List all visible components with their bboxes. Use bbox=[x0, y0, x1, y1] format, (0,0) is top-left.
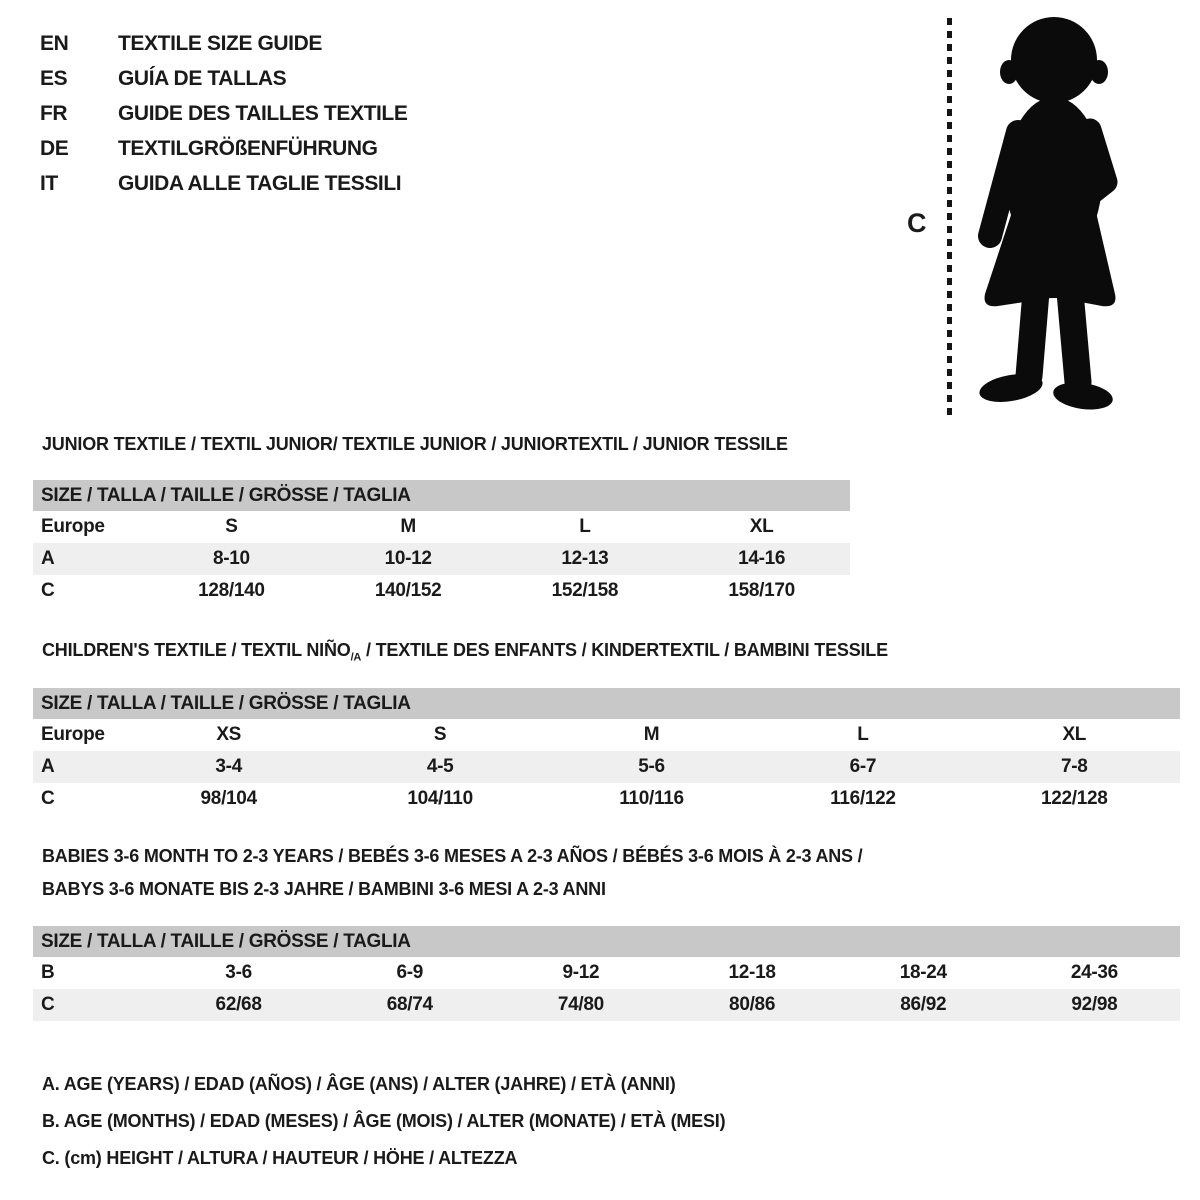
cell: 12-13 bbox=[561, 548, 609, 569]
junior-size-table bbox=[33, 480, 850, 607]
language-row-de bbox=[40, 131, 407, 166]
cell: 6-7 bbox=[849, 756, 877, 777]
footnote-c: C. (cm) HEIGHT / ALTURA / HAUTEUR / HÖHE / ALTEZZA bbox=[42, 1148, 518, 1168]
babies-size-table bbox=[33, 926, 1180, 1021]
junior-row-c bbox=[33, 575, 850, 607]
cell: 122/128 bbox=[1040, 788, 1108, 809]
cell: 80/86 bbox=[729, 994, 776, 1015]
row-label: C bbox=[41, 994, 55, 1015]
column-header: Europe bbox=[41, 516, 105, 537]
children-size-table bbox=[33, 688, 1180, 815]
column-header: XL bbox=[1062, 724, 1087, 745]
cell: 18-24 bbox=[899, 962, 947, 983]
children-section-heading bbox=[42, 640, 888, 664]
babies-section-heading-line1: BABIES 3-6 MONTH TO 2-3 YEARS / BEBÉS 3-6 MESES A 2-3 AÑOS / BÉBÉS 3-6 MOIS À 2-3 ANS / bbox=[42, 846, 863, 866]
babies-row-c bbox=[33, 989, 1180, 1021]
children-row-c bbox=[33, 783, 1180, 815]
column-header: L bbox=[857, 724, 869, 745]
language-code: DE bbox=[40, 136, 69, 160]
cell: 158/170 bbox=[728, 580, 795, 601]
babies-row-b bbox=[33, 957, 1180, 989]
language-title: GUIDA ALLE TAGLIE TESSILI bbox=[118, 171, 402, 195]
babies-section-heading-line2: BABYS 3-6 MONATE BIS 2-3 JAHRE / BAMBINI 3-6 MESI A 2-3 ANNI bbox=[42, 879, 606, 899]
cell: 9-12 bbox=[562, 962, 600, 983]
row-label: B bbox=[41, 962, 55, 983]
column-header: Europe bbox=[41, 724, 105, 745]
cell: 6-9 bbox=[396, 962, 424, 983]
language-row-es bbox=[40, 61, 407, 96]
cell: 5-6 bbox=[638, 756, 665, 777]
cell: 104/110 bbox=[407, 788, 473, 809]
children-heading-text: CHILDREN'S TEXTILE / TEXTIL NIÑO bbox=[42, 640, 351, 660]
row-label: C bbox=[41, 580, 55, 601]
column-header: M bbox=[400, 516, 416, 537]
row-label: A bbox=[41, 548, 55, 569]
cell: 68/74 bbox=[386, 994, 433, 1015]
column-header: M bbox=[643, 724, 660, 745]
column-header: S bbox=[225, 516, 238, 537]
language-title: GUIDE DES TAILLES TEXTILE bbox=[118, 101, 408, 125]
children-heading-text: / TEXTILE DES ENFANTS / KINDERTEXTIL / BAMBINI TESSILE bbox=[361, 640, 888, 660]
junior-section-heading: JUNIOR TEXTILE / TEXTIL JUNIOR/ TEXTILE JUNIOR / JUNIORTEXTIL / JUNIOR TESSILE bbox=[42, 434, 788, 454]
row-label: C bbox=[41, 788, 55, 809]
height-dashed-line bbox=[947, 18, 952, 415]
size-table-header: SIZE / TALLA / TAILLE / GRÖSSE / TAGLIA bbox=[33, 480, 850, 511]
cell: 24-36 bbox=[1070, 962, 1118, 983]
column-header: XL bbox=[749, 516, 774, 537]
language-row-en bbox=[40, 26, 407, 61]
cell: 140/152 bbox=[374, 580, 442, 601]
column-header: S bbox=[433, 724, 447, 745]
footnote-a: A. AGE (YEARS) / EDAD (AÑOS) / ÂGE (ANS) / ALTER (JAHRE) / ETÀ (ANNI) bbox=[42, 1074, 676, 1094]
cell: 3-6 bbox=[225, 962, 252, 983]
cell: 86/92 bbox=[900, 994, 947, 1015]
language-row-it bbox=[40, 166, 407, 201]
footnote-legend bbox=[42, 1066, 725, 1177]
children-row-a bbox=[33, 751, 1180, 783]
column-header: L bbox=[579, 516, 591, 537]
cell: 12-18 bbox=[728, 962, 776, 983]
language-row-fr bbox=[40, 96, 407, 131]
column-header: XS bbox=[216, 724, 242, 745]
cell: 92/98 bbox=[1071, 994, 1118, 1015]
language-title: GUÍA DE TALLAS bbox=[118, 66, 287, 90]
cell: 116/122 bbox=[830, 788, 896, 809]
language-code: EN bbox=[40, 31, 69, 55]
cell: 128/140 bbox=[198, 580, 265, 601]
language-code: FR bbox=[40, 101, 68, 125]
junior-row-a bbox=[33, 543, 850, 575]
footnote-b: B. AGE (MONTHS) / EDAD (MESES) / ÂGE (MOIS) / ALTER (MONATE) / ETÀ (MESI) bbox=[42, 1111, 726, 1131]
children-column-header-row bbox=[33, 719, 1180, 751]
cell: 10-12 bbox=[384, 548, 432, 569]
toddler-silhouette-icon bbox=[966, 14, 1134, 414]
cell: 14-16 bbox=[738, 548, 786, 569]
cell: 3-4 bbox=[215, 756, 242, 777]
cell: 74/80 bbox=[557, 994, 604, 1015]
cell: 98/104 bbox=[200, 788, 257, 809]
cell: 62/68 bbox=[215, 994, 262, 1015]
language-code: ES bbox=[40, 66, 68, 90]
cell: 110/116 bbox=[619, 788, 684, 809]
cell: 7-8 bbox=[1061, 756, 1088, 777]
language-title: TEXTILGRÖßENFÜHRUNG bbox=[118, 136, 378, 160]
size-table-header: SIZE / TALLA / TAILLE / GRÖSSE / TAGLIA bbox=[33, 926, 1180, 957]
cell: 152/158 bbox=[551, 580, 619, 601]
cell: 4-5 bbox=[426, 756, 454, 777]
language-list bbox=[40, 26, 407, 201]
cell: 8-10 bbox=[212, 548, 250, 569]
children-heading-sub: /A bbox=[350, 651, 362, 664]
height-measure-label: C bbox=[907, 208, 927, 238]
row-label: A bbox=[41, 756, 55, 777]
size-table-header: SIZE / TALLA / TAILLE / GRÖSSE / TAGLIA bbox=[33, 688, 1180, 719]
language-code: IT bbox=[40, 171, 58, 195]
language-title: TEXTILE SIZE GUIDE bbox=[118, 31, 322, 55]
junior-column-header-row bbox=[33, 511, 850, 543]
